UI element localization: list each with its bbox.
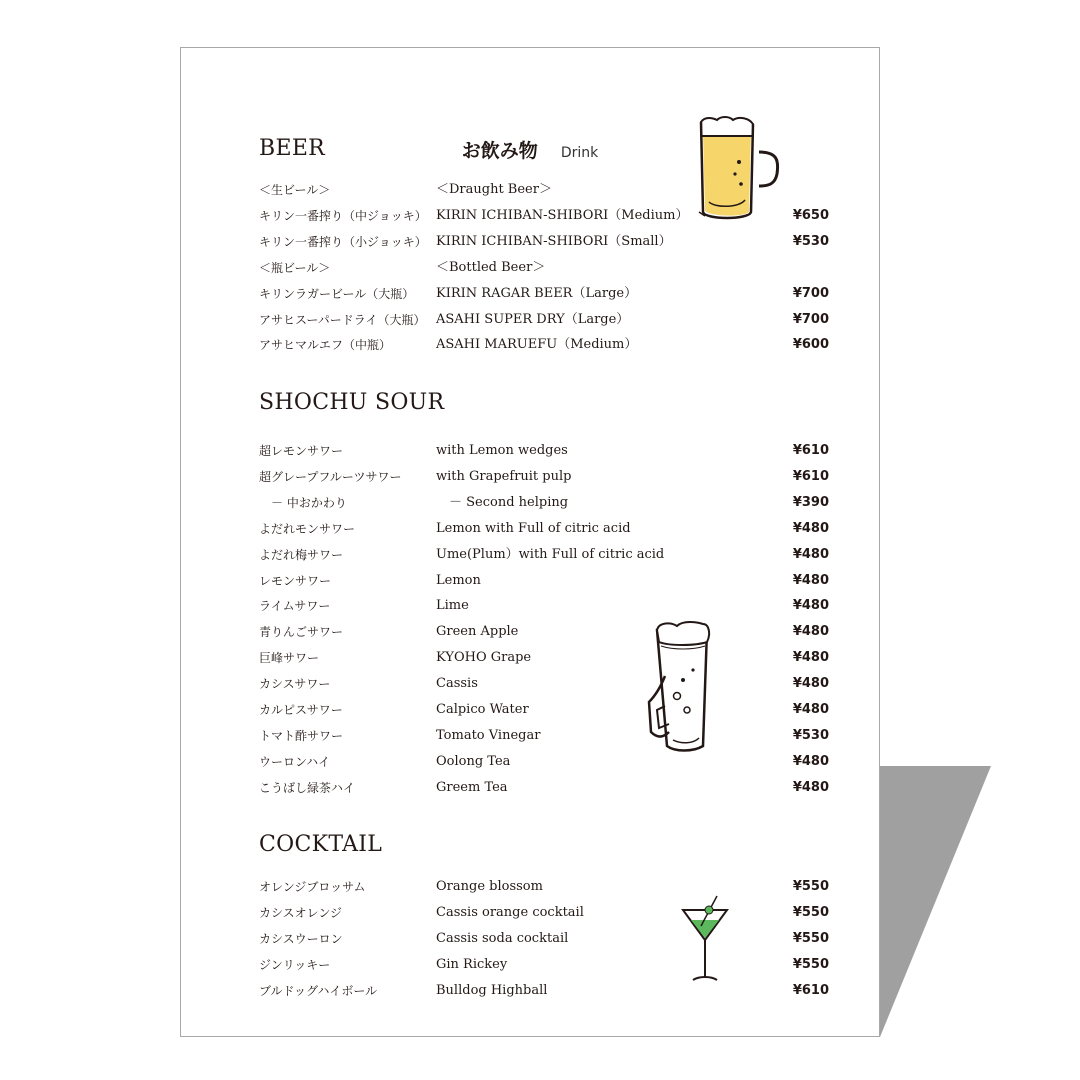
cocktail-glass-icon <box>681 890 731 986</box>
menu-item-name-jp: ブルドッグハイボール <box>259 983 378 998</box>
menu-item-name-en: Oolong Tea <box>436 753 511 769</box>
menu-item-row <box>259 877 829 897</box>
menu-item-price: ¥550 <box>792 904 829 920</box>
menu-item-price: ¥600 <box>792 337 829 353</box>
menu-item-name-jp: － 中おかわり <box>271 495 347 510</box>
menu-item-name-en: Tomato Vinegar <box>436 727 541 743</box>
menu-item-name-en: ＜Bottled Beer＞ <box>436 259 546 275</box>
menu-item-name-en: Orange blossom <box>436 879 543 894</box>
menu-item-row <box>259 310 829 330</box>
menu-item-name-en: Lime <box>436 598 469 614</box>
menu-item-row <box>259 335 829 355</box>
menu-item-price: ¥480 <box>792 546 829 562</box>
menu-item-price: ¥550 <box>792 930 829 946</box>
menu-item-price: ¥480 <box>792 676 829 692</box>
menu-item-name-jp: よだれモンサワー <box>259 521 356 536</box>
menu-item-name-jp: トマト酢サワー <box>259 728 344 743</box>
menu-item-name-jp: カルピスサワー <box>259 703 343 717</box>
menu-item-name-jp: アサヒスーパードライ（大瓶） <box>259 312 426 327</box>
menu-item-row <box>259 571 829 591</box>
menu-item-name-en: KIRIN RAGAR BEER（Large） <box>436 285 638 301</box>
menu-item-name-en: Green Apple <box>436 624 519 640</box>
menu-item-row <box>259 778 829 798</box>
title-jp: お飲み物 <box>461 140 538 162</box>
menu-item-name-jp: ウーロンハイ <box>259 754 331 769</box>
menu-item-price: ¥480 <box>792 572 829 588</box>
menu-item-row <box>259 232 829 252</box>
menu-item-row <box>259 700 829 720</box>
menu-item-row <box>259 467 829 487</box>
menu-item-name-jp: 超グレープフルーツサワー <box>259 469 402 484</box>
menu-item-price: ¥480 <box>792 702 829 717</box>
menu-item-row <box>259 493 829 513</box>
menu-item-name-jp: キリンラガービール（大瓶） <box>259 286 415 301</box>
menu-item-row <box>259 545 829 565</box>
menu-item-name-en: with Lemon wedges <box>436 443 568 458</box>
menu-item-price: ¥480 <box>792 520 829 536</box>
menu-item-price: ¥610 <box>792 443 829 458</box>
menu-item-name-jp: カシスウーロン <box>259 931 343 946</box>
menu-item-name-jp: キリン一番搾り（中ジョッキ） <box>259 208 427 223</box>
menu-item-price: ¥610 <box>792 982 829 998</box>
menu-item-row <box>259 519 829 539</box>
menu-item-row <box>259 981 829 1001</box>
menu-item-name-en: ＜Draught Beer＞ <box>436 182 552 197</box>
menu-item-name-en: KIRIN ICHIBAN-SHIBORI（Medium） <box>436 207 689 223</box>
menu-item-row <box>259 648 829 668</box>
menu-item-price: ¥700 <box>792 311 829 327</box>
menu-item-price: ¥480 <box>792 624 829 640</box>
menu-item-name-en: Calpico Water <box>436 702 529 717</box>
menu-item-row <box>259 258 829 278</box>
menu-item-name-jp: ＜瓶ビール＞ <box>259 260 331 275</box>
menu-item-row <box>259 955 829 975</box>
menu-item-name-en: Cassis orange cocktail <box>436 904 584 920</box>
menu-item-price: ¥480 <box>792 779 829 795</box>
beer-mug-icon <box>691 112 781 224</box>
title-en: Drink <box>560 145 599 161</box>
menu-item-name-en: with Grapefruit pulp <box>436 468 572 484</box>
menu-item-row <box>259 441 829 461</box>
menu-item-row <box>259 752 829 772</box>
menu-item-name-jp: ライムサワー <box>259 599 331 614</box>
menu-item-row <box>259 622 829 642</box>
menu-item-row <box>259 726 829 746</box>
menu-item-row <box>259 929 829 949</box>
menu-item-price: ¥480 <box>792 598 829 614</box>
section-heading-beer: BEER <box>259 136 326 161</box>
menu-item-name-en: Lemon with Full of citric acid <box>436 520 631 536</box>
menu-item-name-jp: 巨峰サワー <box>259 651 320 666</box>
section-heading-cocktail: COCKTAIL <box>259 832 383 857</box>
menu-item-name-en: KYOHO Grape <box>436 650 532 666</box>
menu-item-name-en: Bulldog Highball <box>436 982 548 998</box>
menu-item-name-jp: カシスサワー <box>259 677 331 692</box>
menu-item-name-jp: アサヒマルエフ（中瓶） <box>259 338 392 353</box>
menu-item-name-en: Cassis soda cocktail <box>436 930 569 946</box>
menu-item-name-jp: こうばし緑茶ハイ <box>259 780 356 795</box>
menu-item-row <box>259 903 829 923</box>
menu-item-price: ¥700 <box>792 285 829 301</box>
menu-item-price: ¥530 <box>792 233 829 249</box>
menu-item-name-en: ASAHI SUPER DRY（Large） <box>436 311 630 327</box>
menu-item-name-jp: 超レモンサワー <box>259 444 344 458</box>
menu-item-price: ¥480 <box>792 753 829 769</box>
menu-sheet <box>180 47 880 1037</box>
menu-item-name-en: － Second helping <box>449 494 569 510</box>
section-heading-shochu-sour: SHOCHU SOUR <box>259 390 445 415</box>
menu-item-name-jp: レモンサワー <box>259 573 332 588</box>
menu-item-name-en: Lemon <box>436 572 481 588</box>
menu-item-name-en: Cassis <box>436 676 478 692</box>
menu-item-name-jp: カシスオレンジ <box>259 905 343 920</box>
menu-item-price: ¥480 <box>792 650 829 666</box>
menu-item-price: ¥610 <box>792 468 829 484</box>
menu-item-row <box>259 674 829 694</box>
menu-item-price: ¥550 <box>792 956 829 972</box>
menu-item-name-en: Greem Tea <box>436 779 508 795</box>
sour-glass-icon <box>643 620 729 756</box>
menu-item-price: ¥390 <box>792 494 829 510</box>
menu-item-name-en: ASAHI MARUEFU（Medium） <box>436 337 638 353</box>
menu-item-row <box>259 596 829 616</box>
menu-item-name-jp: 青りんごサワー <box>259 625 344 640</box>
menu-item-row <box>259 284 829 304</box>
menu-item-price: ¥550 <box>792 879 829 894</box>
menu-item-name-en: Ume(Plum）with Full of citric acid <box>436 546 665 562</box>
menu-item-name-en: KIRIN ICHIBAN-SHIBORI（Small） <box>436 233 672 249</box>
menu-item-price: ¥650 <box>792 207 829 223</box>
menu-item-name-en: Gin Rickey <box>436 956 508 972</box>
menu-item-name-jp: キリン一番搾り（小ジョッキ） <box>259 234 427 249</box>
menu-item-name-jp: オレンジブロッサム <box>259 880 366 894</box>
menu-item-name-jp: ＜生ビール＞ <box>259 183 331 197</box>
menu-item-name-jp: ジンリッキー <box>259 957 331 972</box>
menu-item-name-jp: よだれ梅サワー <box>259 547 344 562</box>
menu-item-price: ¥530 <box>792 727 829 743</box>
